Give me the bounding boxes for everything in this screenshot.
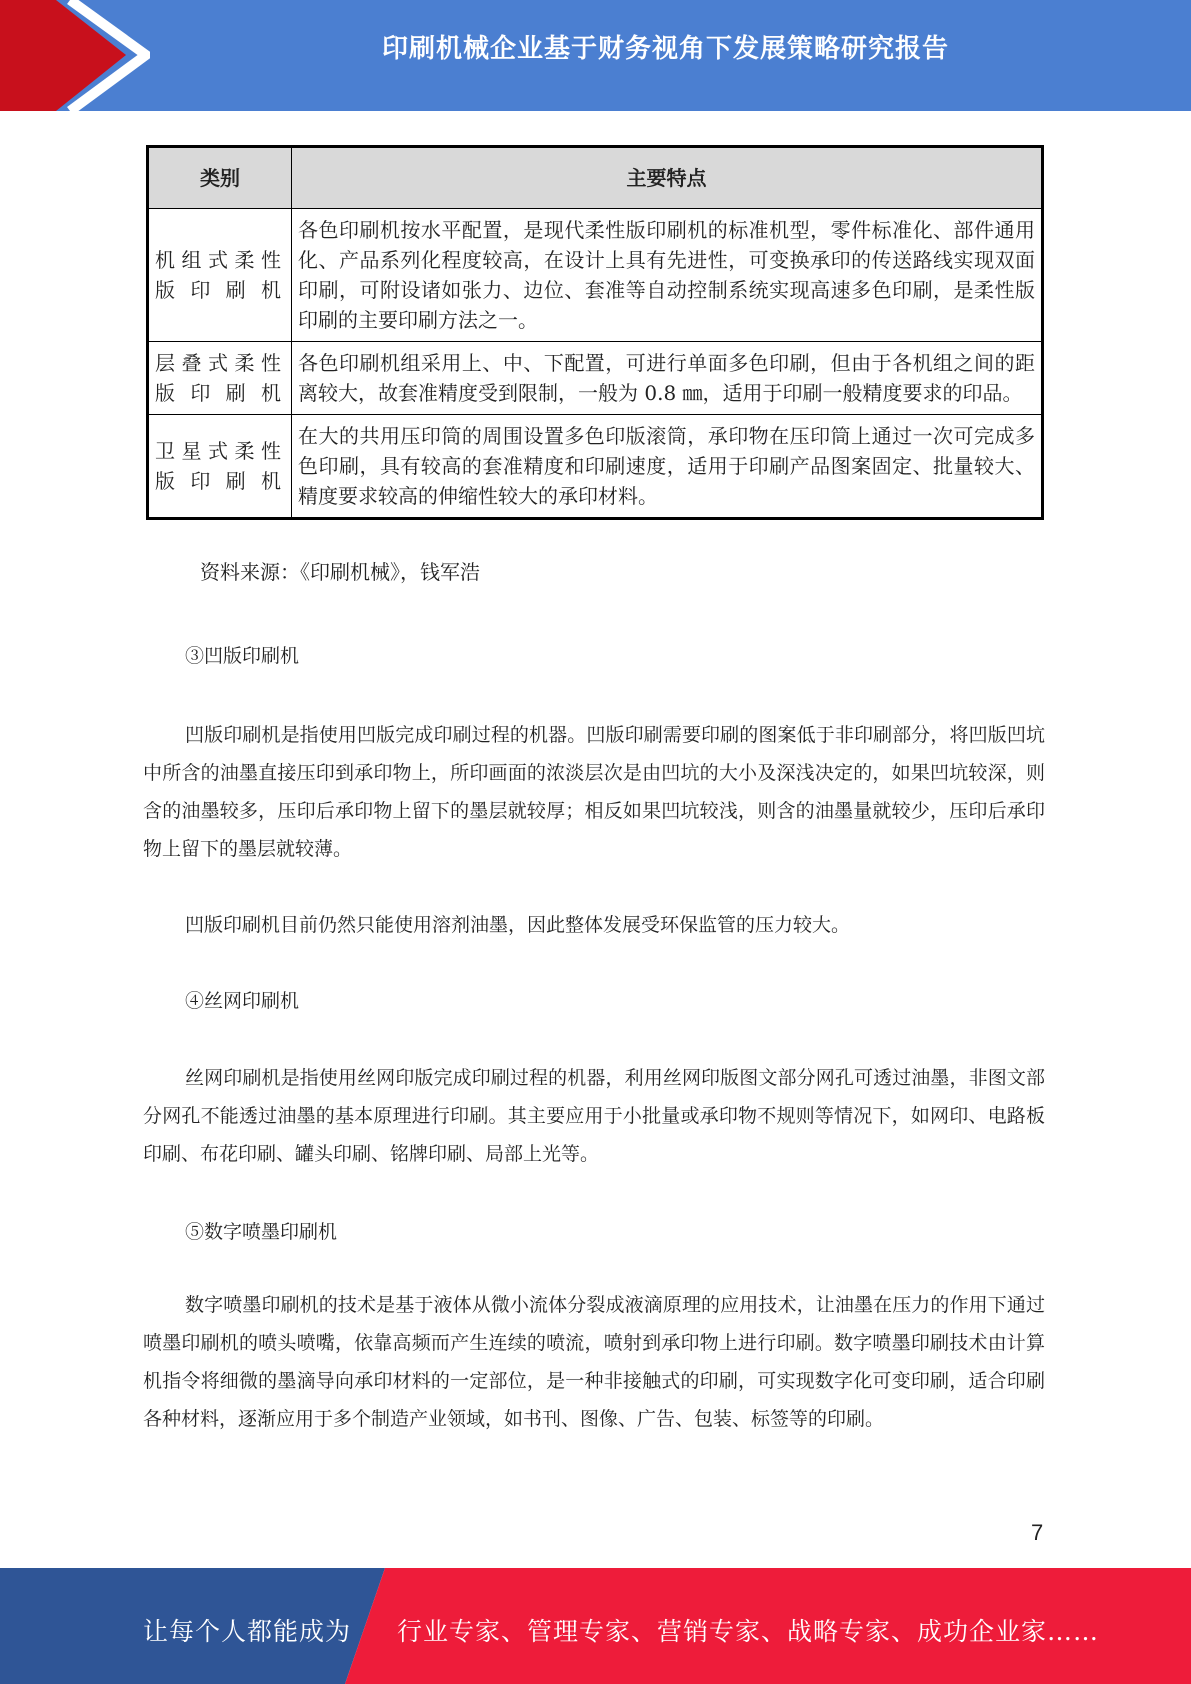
table-cell-features: 各色印刷机按水平配置，是现代柔性版印刷机的标准机型，零件标准化、部件通用化、产品系列化程度较高，在设计上具有先进性，可变换承印的传送路线实现双面印刷，可附设诸如张力、边位、套准等自动控制系统实现高速多色印刷，是柔性版印刷的主要印刷方法之一。 — [292, 209, 1043, 342]
table-row — [148, 209, 1043, 342]
table-row — [148, 415, 1043, 519]
report-title: 印刷机械企业基于财务视角下发展策略研究报告 — [381, 34, 949, 64]
page-footer — [0, 1568, 1191, 1684]
column-header-category: 类别 — [148, 147, 292, 209]
table-cell-category: 卫星式柔性版印刷机 — [148, 415, 292, 519]
section-heading-digital-inkjet: ⑤数字喷墨印刷机 — [185, 1221, 338, 1243]
paragraph-gravure-description: 凹版印刷机是指使用凹版完成印刷过程的机器。凹版印刷需要印刷的图案低于非印刷部分，将凹版凹坑中所含的油墨直接压印到承印物上，所印画面的浓淡层次是由凹坑的大小及深浅决定的，如果凹坑较深，则含的油墨较多，压印后承印物上留下的墨层就较厚；相反如果凹坑较浅，则含的油墨量就较少，压印后承印物上留下的墨层就较薄。 — [143, 724, 1045, 860]
printer-types-table — [146, 145, 1044, 520]
table-cell-category: 机组式柔性版印刷机 — [148, 209, 292, 342]
table-source-note: 资料来源：《印刷机械》，钱军浩 — [200, 560, 480, 584]
paragraph-digital-inkjet-description: 数字喷墨印刷机的技术是基于液体从微小流体分裂成液滴原理的应用技术，让油墨在压力的作用下通过喷墨印刷机的喷头喷嘴，依靠高频而产生连续的喷流，喷射到承印物上进行印刷。数字喷墨印刷技术由计算机指令将细微的墨滴导向承印材料的一定部位，是一种非接触式的印刷，可实现数字化可变印刷，适合印刷各种材料，逐渐应用于多个制造产业领域，如书刊、图像、广告、包装、标签等的印刷。 — [143, 1294, 1045, 1430]
table-header-row — [148, 147, 1043, 209]
header-arrow-decoration — [0, 0, 150, 111]
paragraph-gravure-ink: 凹版印刷机目前仍然只能使用溶剂油墨，因此整体发展受环保监管的压力较大。 — [185, 914, 851, 936]
page-number: 7 — [1031, 1520, 1044, 1545]
section-heading-screen: ④丝网印刷机 — [185, 990, 300, 1012]
footer-slogan-left: 让每个人都能成为 — [143, 1617, 352, 1646]
table-row — [148, 342, 1043, 415]
footer-slogan-right: 行业专家、管理专家、营销专家、战略专家、成功企业家…… — [397, 1617, 1100, 1646]
column-header-features: 主要特点 — [292, 147, 1043, 209]
table-cell-features: 各色印刷机组采用上、中、下配置，可进行单面多色印刷，但由于各机组之间的距离较大，故套准精度受到限制，一般为 0.8 ㎜，适用于印刷一般精度要求的印品。 — [292, 342, 1043, 415]
section-heading-gravure: ③凹版印刷机 — [185, 645, 300, 667]
paragraph-screen-description: 丝网印刷机是指使用丝网印版完成印刷过程的机器，利用丝网印版图文部分网孔可透过油墨，非图文部分网孔不能透过油墨的基本原理进行印刷。其主要应用于小批量或承印物不规则等情况下，如网印、电路板印刷、布花印刷、罐头印刷、铭牌印刷、局部上光等。 — [143, 1067, 1045, 1165]
page-header — [0, 0, 1191, 111]
table-cell-features: 在大的共用压印筒的周围设置多色印版滚筒，承印物在压印筒上通过一次可完成多色印刷，具有较高的套准精度和印刷速度，适用于印刷产品图案固定、批量较大、精度要求较高的伸缩性较大的承印材料。 — [292, 415, 1043, 519]
table-cell-category: 层叠式柔性版印刷机 — [148, 342, 292, 415]
